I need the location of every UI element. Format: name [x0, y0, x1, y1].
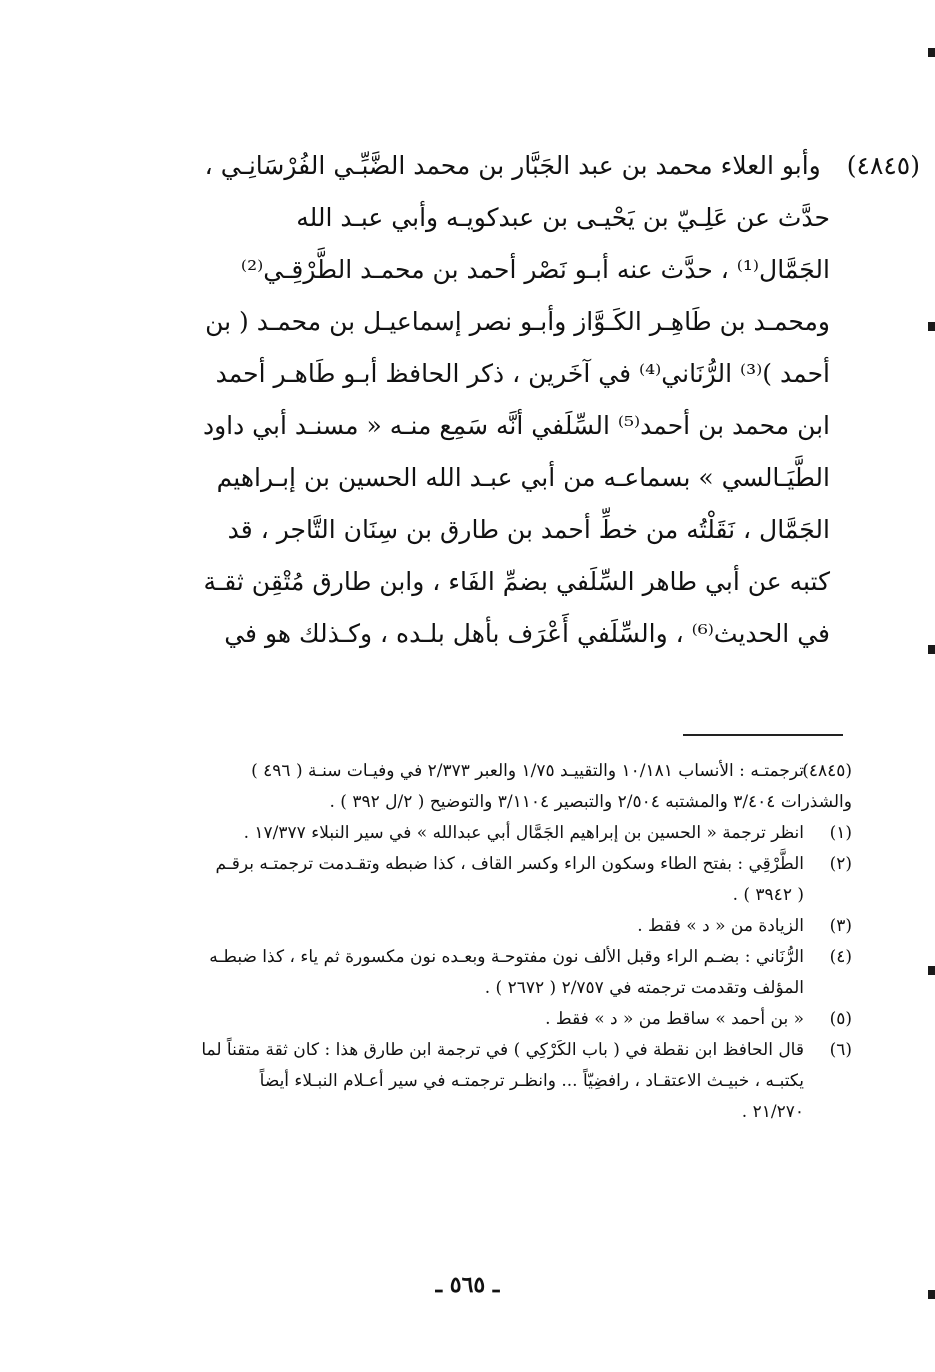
scan-edge-mark: [928, 322, 935, 331]
footnotes-block: [96, 756, 852, 1128]
footnote-separator: [683, 734, 843, 736]
footnote-marker: (٥): [829, 1009, 852, 1029]
footnote-4: (٤)الرُّنَاني : بضـم الراء وقبل الألف نون مفتوحـة وبعـده نون مكسورة ثم ياء ، كذا ضبطـه: [96, 942, 852, 973]
footnote-marker: (٢): [829, 854, 852, 874]
footnote-marker: (٣): [829, 916, 852, 936]
footnote-marker: (٦): [829, 1040, 852, 1060]
footnote-6: (٦)قال الحافظ ابن نقطة في ( باب الكَرْكِي ) في ترجمة ابن طارق هذا : كان ثقة متقناً لما: [96, 1035, 852, 1066]
main-line-3: الجَمَّال⁽¹⁾ ، حدَّث عنه أبـو نَصْر أحمد بن محمـد الطَّرْقِـي⁽²⁾: [240, 255, 830, 284]
scan-edge-mark: [928, 1290, 935, 1299]
main-text-block: [160, 140, 920, 660]
footnote-2: (٢)الطَّرْقِي : بفتح الطاء وسكون الراء وكسر القاف ، كذا ضبطه وتقـدمت ترجمتـه برقـم: [96, 849, 852, 880]
main-line-4: ومحمـد بن طَاهِـر الكَـوَّاز وأبـو نصر إسماعيـل بن محمـد ( بن: [205, 307, 830, 336]
page-number: ـ ٥٦٥ ـ: [435, 1272, 500, 1298]
footnote-2-continuation: ( ٣٩٤٢ ) .: [732, 885, 804, 905]
footnote-4-continuation: المؤلف وتقدمت ترجمته في ٢/٧٥٧ ( ٢٦٧٢ ) .: [484, 978, 804, 998]
footnote-5: (٥)« بن أحمد » ساقط من « د » فقط .: [96, 1004, 852, 1035]
main-line-1: [160, 140, 920, 192]
main-line-5: أحمد )⁽³⁾ الرُّنَاني⁽⁴⁾ في آخَرين ، ذكر الحافظ أبـو طَاهـر أحمد: [215, 359, 830, 388]
main-line-7: الطَّيَـالسي » بسماعـه من أبي عبـد الله الحسين بن إبـراهيم: [216, 463, 830, 492]
entry-number: (٤٨٤٥): [846, 151, 920, 180]
scan-edge-mark: [928, 48, 935, 57]
scan-edge-mark: [928, 645, 935, 654]
footnote-marker: (٤): [829, 947, 852, 967]
main-line-text: وأبو العلاء محمد بن عبد الجَبَّار بن محمد الضَّبِّـي الفُرْسَانِـي ،: [204, 151, 821, 180]
footnote-6-continuation-1: يكتبـه ، خبيـث الاعتقـاد ، رافضِيّاً ... وانظـر ترجمتـه في سير أعـلام النبـلاء أيضاً: [259, 1071, 804, 1091]
main-line-10: في الحديث⁽⁶⁾ ، والسِّلَفي أَعْرَف بأهل بلـده ، وكـذلك هو في: [224, 619, 830, 648]
scan-edge-mark: [928, 966, 935, 975]
footnote-entry-line-2: والشذرات ٣/٤٠٤ والمشتبه ٢/٥٠٤ والتبصير ٣/١١٠٤ والتوضيح ( ٢/ل ٣٩٢ ) .: [329, 792, 852, 812]
footnote-entry-line-1: (٤٨٤٥)ترجمتـه : الأنساب ١٠/١٨١ والتقييـد ١/٧٥ والعبر ٢/٣٧٣ في وفيـات سنـة ( ٤٩٦ ): [96, 756, 852, 787]
main-line-8: الجَمَّال ، نَقَلْتُه من خطِّ أحمد بن طارق بن سِنَان التَّاجر ، قد: [227, 515, 830, 544]
footnote-1: (١)انظر ترجمة « الحسين بن إبراهيم الجَمَّال أبي عبدالله » في سير النبلاء ١٧/٣٧٧ .: [96, 818, 852, 849]
main-line-6: ابن محمد بن أحمد⁽⁵⁾ السِّلَفي أنَّه سَمِع منـه « مسنـد أبي داود: [202, 411, 830, 440]
footnote-6-continuation-2: ٢١/٢٧٠ .: [741, 1102, 804, 1122]
footnote-entry-marker: (٤٨٤٥): [802, 761, 852, 781]
footnote-marker: (١): [829, 823, 852, 843]
main-line-9: كتبه عن أبي طاهر السِّلَفي بضمِّ الفَاء ، وابن طارق مُتْقِن ثقـة: [203, 567, 830, 596]
footnote-3: (٣)الزيادة من « د » فقط .: [96, 911, 852, 942]
main-line-2: حدَّث عن عَلِـيّ بن يَحْيـى بن عبدكويـه وأبي عبـد الله: [296, 203, 830, 232]
